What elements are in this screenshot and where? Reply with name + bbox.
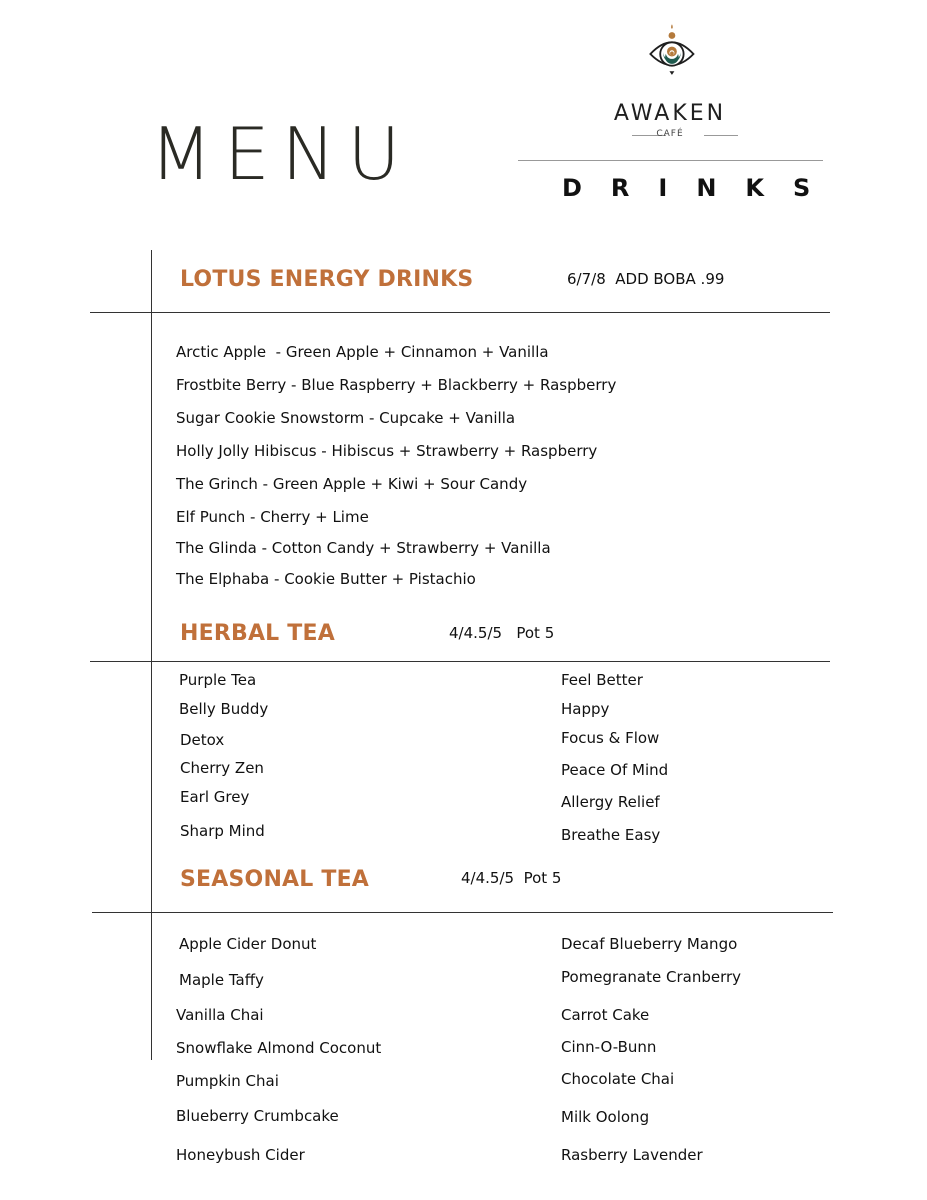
list-item: Belly Buddy [179,700,269,718]
list-item: Cherry Zen [180,759,264,777]
list-item: The Grinch - Green Apple + Kiwi + Sour Candy [176,475,528,493]
section-divider [90,312,830,313]
list-item: Chocolate Chai [561,1070,675,1088]
list-item: Sugar Cookie Snowstorm - Cupcake + Vanilla [176,409,516,427]
list-item: Carrot Cake [561,1006,650,1024]
list-item: Snowflake Almond Coconut [176,1039,382,1057]
list-item: Feel Better [561,671,643,689]
list-item: Pumpkin Chai [176,1072,279,1090]
list-item: Rasberry Lavender [561,1146,703,1164]
list-item: Apple Cider Donut [179,935,317,953]
frame-vertical-line [151,250,152,1060]
section-divider [90,661,830,662]
list-item: Cinn-O-Bunn [561,1038,657,1056]
list-item: The Elphaba - Cookie Butter + Pistachio [176,570,476,588]
section-divider [92,912,833,913]
section-title-lotus: LOTUS ENERGY DRINKS [180,267,474,292]
list-item: Decaf Blueberry Mango [561,935,738,953]
list-item: The Glinda - Cotton Candy + Strawberry + Vanilla [176,539,551,557]
logo-name: AWAKEN [613,101,727,126]
list-item: Holly Jolly Hibiscus - Hibiscus + Strawberry + Raspberry [176,442,598,460]
list-item: Peace Of Mind [561,761,669,779]
list-item: Frostbite Berry - Blue Raspberry + Blackberry + Raspberry [176,376,617,394]
logo-sub: CAFÉ [656,129,684,139]
list-item: Happy [561,700,610,718]
eye-icon [600,22,750,102]
menu-subtitle: DRINKS [562,174,840,202]
section-title-herbal: HERBAL TEA [180,621,335,646]
list-item: Earl Grey [180,788,250,806]
section-price-lotus: 6/7/8 ADD BOBA .99 [567,270,725,288]
list-item: Vanilla Chai [176,1006,264,1024]
list-item: Honeybush Cider [176,1146,305,1164]
list-item: Milk Oolong [561,1108,650,1126]
list-item: Breathe Easy [561,826,661,844]
list-item: Focus & Flow [561,729,660,747]
page-title: MENU [150,112,413,196]
list-item: Blueberry Crumbcake [176,1107,339,1125]
header-divider [518,160,823,161]
list-item: Maple Taffy [179,971,264,989]
list-item: Purple Tea [179,671,257,689]
list-item: Sharp Mind [180,822,265,840]
list-item: Detox [180,731,225,749]
section-price-seasonal: 4/4.5/5 Pot 5 [461,869,562,887]
list-item: Pomegranate Cranberry [561,968,742,986]
list-item: Arctic Apple - Green Apple + Cinnamon + Vanilla [176,343,549,361]
list-item: Allergy Relief [561,793,660,811]
section-price-herbal: 4/4.5/5 Pot 5 [449,624,555,642]
list-item: Elf Punch - Cherry + Lime [176,508,369,526]
logo-divider-right [704,135,738,136]
section-title-seasonal: SEASONAL TEA [180,867,370,892]
